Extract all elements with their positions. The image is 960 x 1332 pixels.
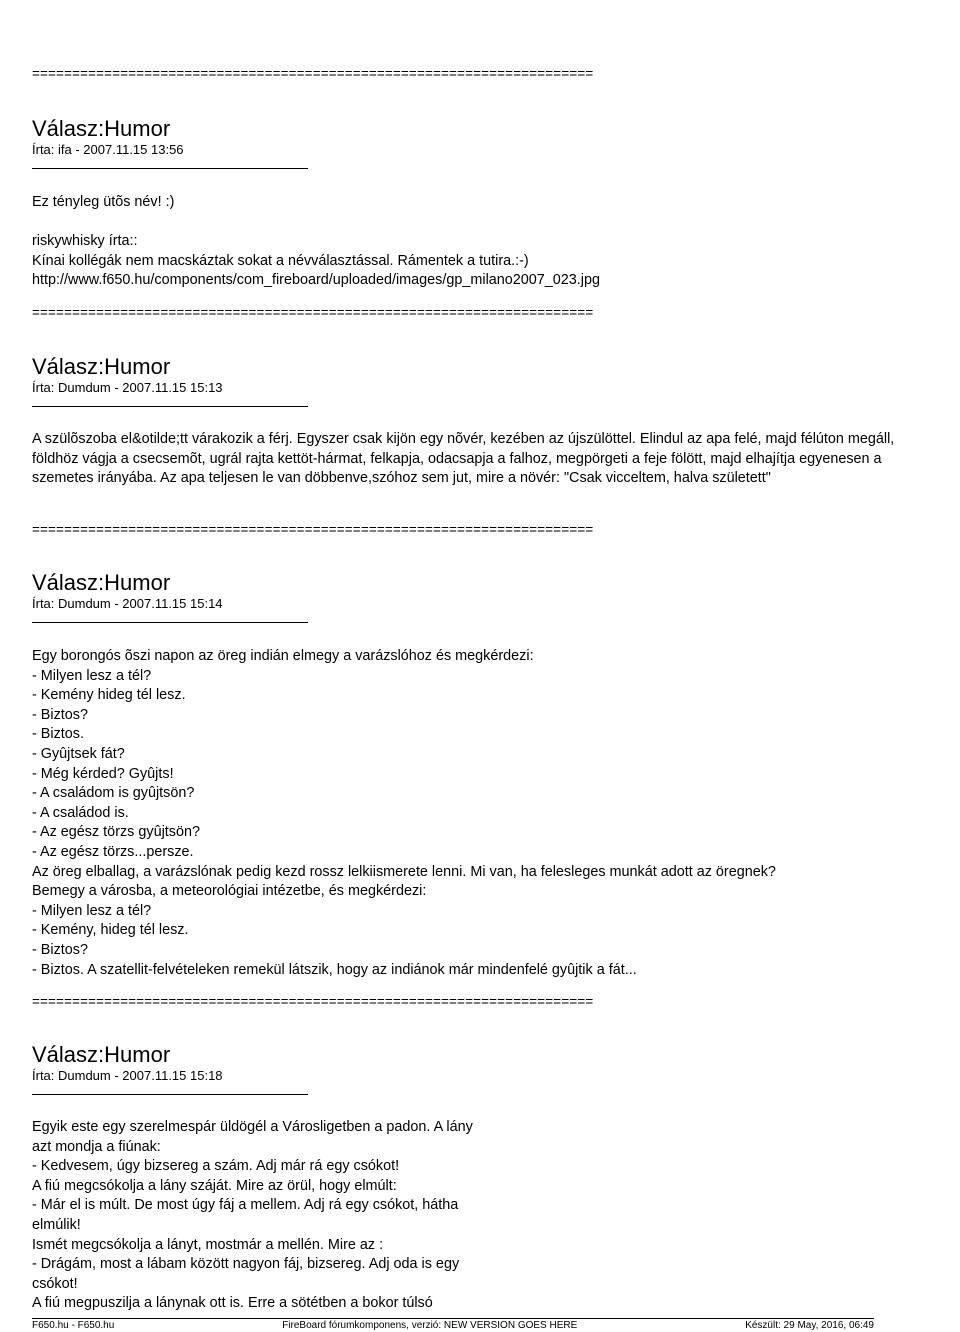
post-line: A szülõszoba el&otilde;tt várakozik a férj. Egyszer csak kijön egy nõvér, kezében az újszülöttel. Elindul az apa felé, majd félúton megáll, földhöz vágja a csecsemõt, ugrál rajta kettöt-hármat, felkapja, odacsapja a falhoz, megpörgeti a feje fölött, majd elhajítja egyenesen a szemetes irányába. Az apa teljesen le van döbbenve,szóhoz sem jut, mire a növér: "Csak vicceltem, halva született" <box>32 431 899 487</box>
post-line: - Az egész törzs gyûjtsön? <box>32 824 200 841</box>
post-meta: Írta: ifa - 2007.11.15 13:56 <box>32 142 184 157</box>
post-line: - Drágám, most a lábam között nagyon fáj, bizsereg. Adj oda is egy <box>32 1256 460 1273</box>
post-line: Bemegy a városba, a meteorológiai intézetbe, és megkérdezi: <box>32 883 427 900</box>
post-line: Ismét megcsókolja a lányt, mostmár a mellén. Mire az : <box>32 1236 384 1253</box>
post-line: - A családod is. <box>32 804 129 821</box>
footer-site: F650.hu - F650.hu <box>32 1320 115 1331</box>
post-line: Kínai kollégák nem macskáztak sokat a névválasztással. Rámentek a tutira.:-) <box>32 252 529 269</box>
post-meta: Írta: Dumdum - 2007.11.15 15:13 <box>32 380 223 395</box>
post-line: csókot! <box>32 1275 78 1292</box>
post-line: - Kemény hideg tél lesz. <box>32 687 186 704</box>
post-line: A fiú megpuszilja a lánynak ott is. Erre a sötétben a bokor túlsó <box>32 1295 433 1312</box>
post-link[interactable]: http://www.f650.hu/components/com_fireboard/uploaded/images/gp_milano2007_023.jpg <box>32 272 601 289</box>
post-body <box>32 430 932 489</box>
post-separator: ====================================================================== <box>32 305 594 320</box>
post-separator: ====================================================================== <box>32 66 594 81</box>
post-title: Válasz:Humor <box>32 1042 171 1067</box>
post-line: - Milyen lesz a tél? <box>32 667 152 684</box>
post-separator: ====================================================================== <box>32 522 594 537</box>
post-title: Válasz:Humor <box>32 116 171 141</box>
post-line: Egy borongós õszi napon az öreg indián elmegy a varázslóhoz és megkérdezi: <box>32 648 534 664</box>
footer-software: FireBoard fórumkomponens, verzió: NEW VERSION GOES HERE <box>282 1320 578 1331</box>
post-body <box>32 193 932 291</box>
post-title: Válasz:Humor <box>32 354 171 379</box>
post-line: - Biztos. A szatellit-felvételeken remekül látszik, hogy az indiánok már mindenfelé gyûjtik a fát... <box>32 961 637 978</box>
post-line: A fiú megcsókolja a lány száját. Mire az örül, hogy elmúlt: <box>32 1177 397 1194</box>
post <box>32 1042 932 1095</box>
post-line: - Kemény, hideg tél lesz. <box>32 922 189 939</box>
page-footer <box>32 1318 874 1332</box>
post-title: Válasz:Humor <box>32 570 171 595</box>
post <box>32 570 932 623</box>
post-line: - Biztos. <box>32 726 84 743</box>
meta-divider <box>32 168 308 169</box>
post-meta: Írta: Dumdum - 2007.11.15 15:14 <box>32 596 223 611</box>
post-line: elmúlik! <box>32 1216 81 1233</box>
post-line <box>32 213 932 233</box>
post-separator: ====================================================================== <box>32 994 594 1009</box>
post-line: - Milyen lesz a tél? <box>32 902 152 919</box>
post-line: - Már el is múlt. De most úgy fáj a mellem. Adj rá egy csókot, hátha <box>32 1197 459 1214</box>
post <box>32 116 932 169</box>
post-line: - Biztos? <box>32 706 88 723</box>
meta-divider <box>32 1094 308 1095</box>
post-line: - Biztos? <box>32 941 88 958</box>
meta-divider <box>32 406 308 407</box>
post-line: Egyik este egy szerelmespár üldögél a Városligetben a padon. A lány <box>32 1119 473 1135</box>
footer-generated: Készült: 29 May, 2016, 06:49 <box>745 1320 874 1331</box>
post-line: - Még kérded? Gyûjts! <box>32 765 174 782</box>
post-line: riskywhisky írta:: <box>32 233 138 250</box>
post-line: Ez tényleg ütõs név! :) <box>32 194 175 210</box>
post-body <box>32 647 932 980</box>
post-line: - Az egész törzs...persze. <box>32 843 194 860</box>
post-line: - Gyûjtsek fát? <box>32 745 125 762</box>
post-line: azt mondja a fiúnak: <box>32 1138 161 1155</box>
post-line: - Kedvesem, úgy bizsereg a szám. Adj már rá egy csókot! <box>32 1158 400 1175</box>
meta-divider <box>32 622 308 623</box>
post-line: - A családom is gyûjtsön? <box>32 785 195 802</box>
post-line: Az öreg elballag, a varázslónak pedig kezd rossz lelkiismerete lenni. Mi van, ha felesleges munkát adott az öregnek? <box>32 863 776 880</box>
post <box>32 354 932 407</box>
post-meta: Írta: Dumdum - 2007.11.15 15:18 <box>32 1068 223 1083</box>
post-body <box>32 1118 932 1314</box>
